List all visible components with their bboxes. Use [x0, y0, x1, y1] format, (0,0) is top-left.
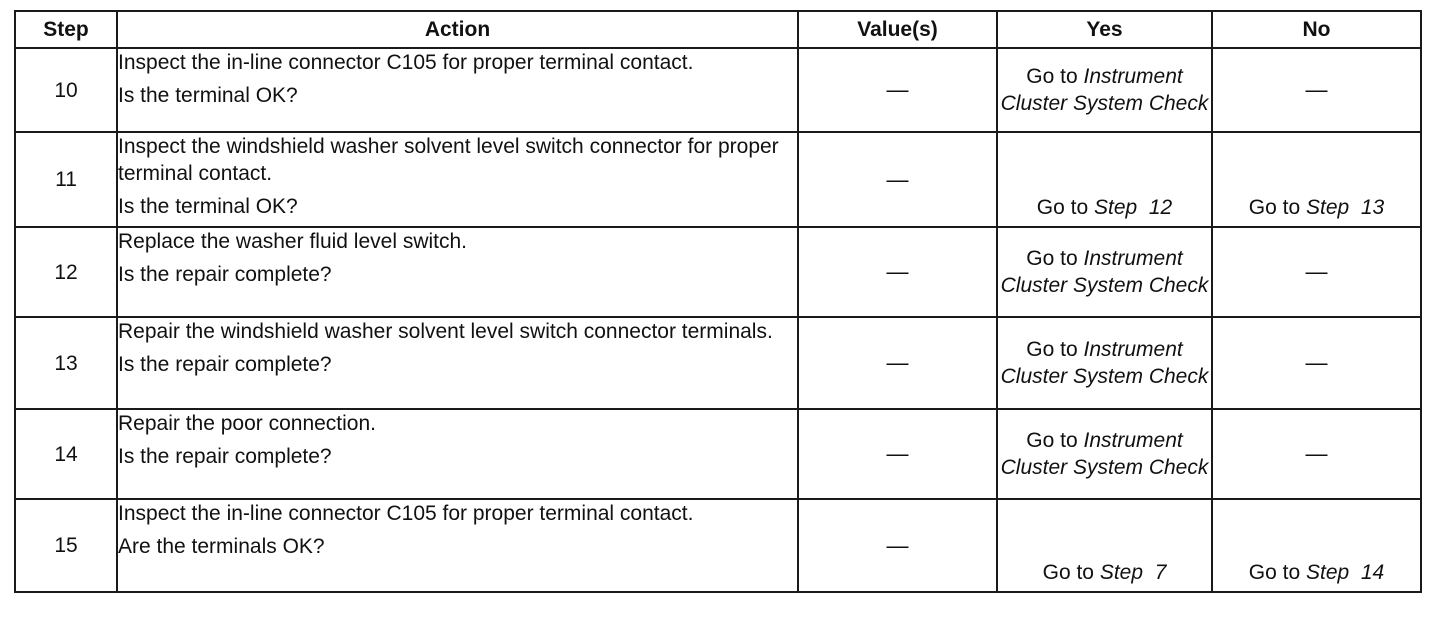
yes-prefix: Go to [1036, 196, 1089, 219]
value-cell [798, 317, 997, 409]
no-cell [1212, 227, 1421, 317]
header-step: Step [15, 11, 117, 48]
yes-target: Step 12 [1093, 196, 1173, 219]
action-text: Replace the washer fluid level switch. [118, 230, 468, 253]
yes-prefix: Go to [1026, 65, 1078, 88]
no-cell [1212, 317, 1421, 409]
yes-target: Instrument Cluster System Check [1000, 429, 1209, 479]
value-cell [798, 132, 997, 227]
value-dash: — [886, 532, 909, 558]
action-question: Is the repair complete? [118, 353, 332, 376]
yes-prefix: Go to [1026, 247, 1078, 270]
yes-cell [997, 132, 1212, 227]
action-question: Is the repair complete? [118, 263, 332, 286]
yes-target: Instrument Cluster System Check [1000, 247, 1209, 297]
action-cell [117, 409, 798, 499]
header-row [15, 11, 1421, 48]
action-text: Repair the poor connection. [118, 412, 376, 435]
no-target: Step 13 [1305, 196, 1385, 219]
no-prefix: Go to [1248, 561, 1301, 584]
value-dash: — [886, 441, 909, 466]
no-cell [1212, 48, 1421, 132]
diagnostic-table [14, 10, 1422, 593]
no-cell [1212, 499, 1421, 592]
yes-cell [997, 499, 1212, 592]
yes-prefix: Go to [1026, 338, 1078, 361]
action-text: Inspect the in-line connector C105 for proper terminal contact. [118, 51, 694, 74]
table-row [15, 499, 1421, 592]
yes-cell [997, 227, 1212, 317]
yes-cell [997, 48, 1212, 132]
table-row [15, 227, 1421, 317]
table-row [15, 48, 1421, 132]
no-dash: — [1305, 441, 1328, 466]
header-value: Value(s) [798, 11, 997, 48]
header-no: No [1212, 11, 1421, 48]
no-cell [1212, 132, 1421, 227]
yes-cell [997, 409, 1212, 499]
value-cell [798, 499, 997, 592]
yes-target: Step 7 [1099, 561, 1167, 584]
yes-cell [997, 317, 1212, 409]
no-prefix: Go to [1248, 196, 1301, 219]
table-row [15, 317, 1421, 409]
no-dash: — [1305, 259, 1328, 284]
value-dash: — [886, 77, 909, 102]
step-number: 15 [15, 499, 117, 592]
step-number: 11 [15, 132, 117, 227]
no-dash: — [1305, 77, 1328, 102]
step-number: 14 [15, 409, 117, 499]
action-question: Is the terminal OK? [118, 195, 298, 218]
step-number: 10 [15, 48, 117, 132]
action-text: Inspect the windshield washer solvent level switch connector for proper terminal contact. [118, 135, 779, 185]
action-cell [117, 317, 798, 409]
value-cell [798, 227, 997, 317]
header-yes: Yes [997, 11, 1212, 48]
table-row [15, 409, 1421, 499]
step-number: 13 [15, 317, 117, 409]
action-question: Are the terminals OK? [118, 535, 325, 558]
value-dash: — [886, 166, 909, 192]
no-target: Step 14 [1305, 561, 1385, 584]
action-question: Is the repair complete? [118, 445, 332, 468]
yes-target: Instrument Cluster System Check [1000, 65, 1209, 115]
table-row [15, 132, 1421, 227]
yes-prefix: Go to [1026, 429, 1078, 452]
action-cell [117, 48, 798, 132]
value-cell [798, 409, 997, 499]
no-cell [1212, 409, 1421, 499]
value-dash: — [886, 259, 909, 284]
no-dash: — [1305, 350, 1328, 375]
header-action: Action [117, 11, 798, 48]
action-cell [117, 132, 798, 227]
action-cell [117, 499, 798, 592]
value-cell [798, 48, 997, 132]
value-dash: — [886, 350, 909, 375]
action-cell [117, 227, 798, 317]
action-text: Repair the windshield washer solvent level switch connector terminals. [118, 320, 773, 343]
step-number: 12 [15, 227, 117, 317]
action-question: Is the terminal OK? [118, 84, 298, 107]
yes-target: Instrument Cluster System Check [1000, 338, 1209, 388]
action-text: Inspect the in-line connector C105 for proper terminal contact. [118, 502, 694, 525]
yes-prefix: Go to [1042, 561, 1094, 584]
